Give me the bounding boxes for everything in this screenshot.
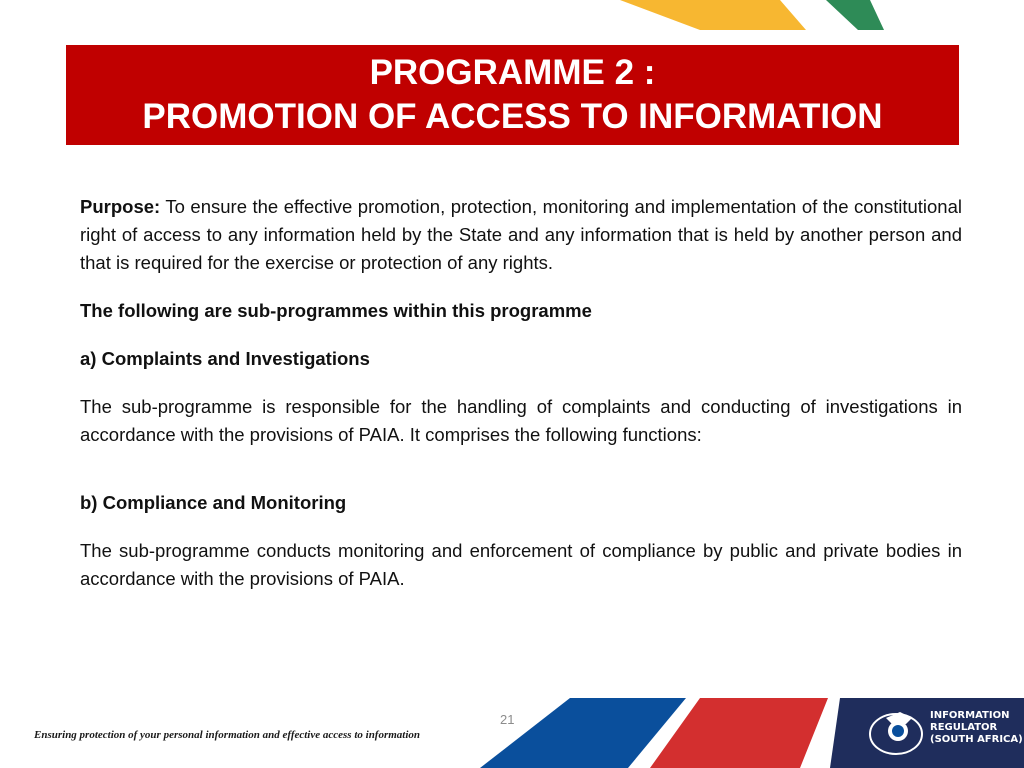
blue-stripe [480,698,686,768]
title-line-1: PROGRAMME 2 : [369,53,656,92]
title-banner [66,45,959,145]
purpose-text: To ensure the effective promotion, protection, monitoring and implementation of the constitutional right of access to any information held by the State and any information that is held by another person and that is required for the exercise or protection of any rights. [80,196,962,273]
logo-line-3: (SOUTH AFRICA) [930,734,1023,745]
sub-a-text: The sub-programme is responsible for the handling of complaints and conducting of investigations in accordance with the provisions of PAIA. It comprises the following functions: [80,396,962,445]
sub-b-text: The sub-programme conducts monitoring and enforcement of compliance by public and private bodies in accordance with the provisions of PAIA. [80,540,962,589]
sub-a-heading: a) Complaints and Investigations [80,348,370,369]
purpose-label: Purpose: [80,196,161,217]
logo-wordmark [930,710,1023,746]
page-number: 21 [500,712,515,727]
yellow-stripe [620,0,806,30]
sub-b-heading: b) Compliance and Monitoring [80,492,347,513]
green-stripe [826,0,884,30]
subprogrammes-intro: The following are sub-programmes within this programme [80,300,592,321]
footer-tagline: Ensuring protection of your personal information and effective access to information [34,729,421,741]
top-decoration [0,0,1024,32]
logo-line-2: REGULATOR [930,722,998,733]
slide-body [80,193,962,613]
title-line-2: PROMOTION OF ACCESS TO INFORMATION [142,97,883,136]
logo-line-1: INFORMATION [930,710,1010,721]
purpose-paragraph [80,193,962,277]
